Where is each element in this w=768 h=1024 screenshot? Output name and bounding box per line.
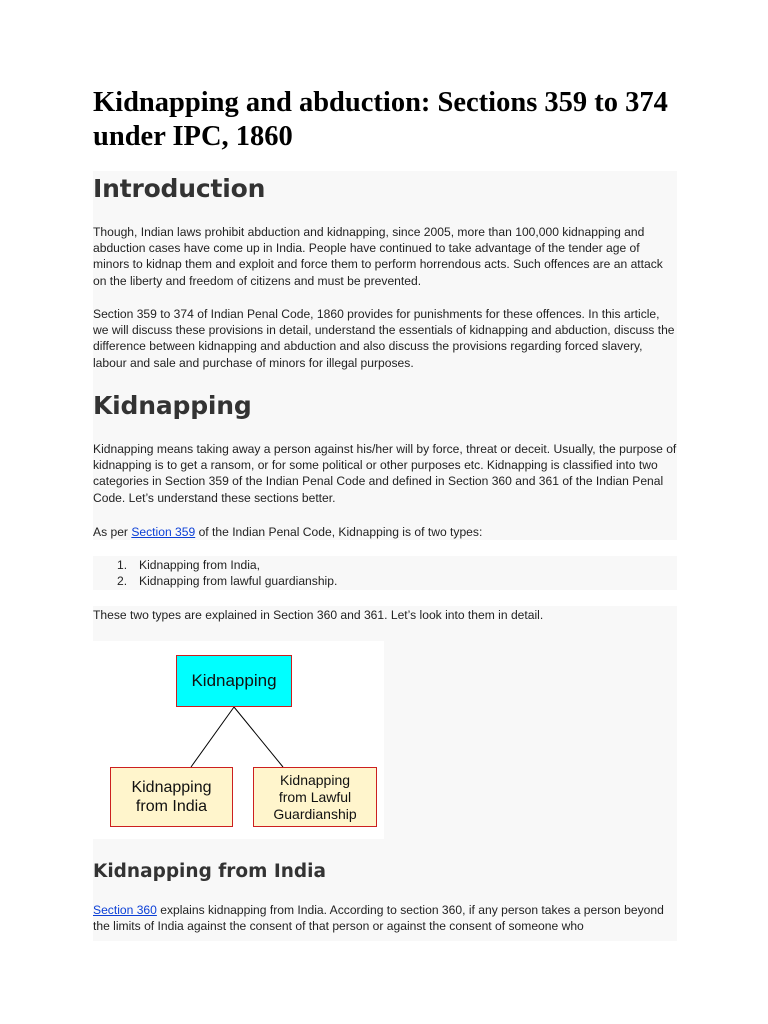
kidnapping-heading: Kidnapping xyxy=(93,391,252,420)
connector-right-line xyxy=(234,707,283,767)
diagram-node-label-line: Kidnapping xyxy=(131,779,212,796)
types-intro-prefix: As per xyxy=(93,525,132,539)
diagram-node-label-line: Kidnapping xyxy=(279,771,351,788)
introduction-paragraph-2: Section 359 to 374 of Indian Penal Code, 1860 provides for punishments for these offences. In this article, we will discuss these provisions in detail, understand the essentials of kidnapping and abduction, discuss the difference between kidnapping and abduction and also discuss the provisions regarding forced slavery, labour and sale and purchase of minors for illegal purposes. xyxy=(93,307,675,370)
kidnapping-types-list xyxy=(93,557,677,590)
document-title: Kidnapping and abduction: Sections 359 to 374 under IPC, 1860 xyxy=(93,87,668,152)
list-item xyxy=(93,557,677,573)
diagram-node-kidnapping-from-lawful-guardianship xyxy=(253,767,377,827)
kidnapping-from-india-text: explains kidnapping from India. According to section 360, if any person takes a person beyond the limits of India against the consent of that person or against the consent of someone who xyxy=(93,903,664,934)
list-number: 1. xyxy=(117,558,128,572)
kidnapping-types-note: These two types are explained in Section 360 and 361. Let’s look into them in detail. xyxy=(93,608,544,622)
introduction-heading: Introduction xyxy=(93,174,266,203)
diagram-node-kidnapping xyxy=(176,655,292,707)
list-number: 2. xyxy=(117,574,128,589)
diagram-node-label-line: from Lawful xyxy=(278,788,352,805)
kidnapping-paragraph: Kidnapping means taking away a person against his/her will by force, threat or deceit. Usually, the purpose of kidnapping is to get a ransom, or for some political or other purposes etc. Kidnapping is classified into two categories in Section 359 of the Indian Penal Code and defined in Section 360 and 361 of the Indian Penal Code. Let’s understand these sections better. xyxy=(93,442,677,505)
section-360-link[interactable]: Section 360 xyxy=(93,903,157,917)
diagram-node-label-line: Guardianship xyxy=(273,805,357,822)
kidnapping-from-india-heading: Kidnapping from India xyxy=(93,861,326,882)
diagram-node-kidnapping-from-india xyxy=(110,767,233,827)
connector-left-line xyxy=(191,707,234,767)
introduction-paragraph-1: Though, Indian laws prohibit abduction and kidnapping, since 2005, more than 100,000 kidnapping and abduction cases have come up in India. People have continued to take advantage of the tender age of minors to kidnap them and exploit and force them to perform horrendous acts. Such offences are an attack on the liberty and freedom of citizens and must be prevented. xyxy=(93,225,663,288)
diagram-node-label: Kidnapping xyxy=(191,671,277,690)
kidnapping-from-india-paragraph xyxy=(93,902,677,934)
list-item-text: Kidnapping from India, xyxy=(139,558,261,572)
diagram-node-label xyxy=(273,772,356,823)
kidnapping-types-diagram xyxy=(93,641,384,839)
diagram-node-label-line: from India xyxy=(135,798,208,815)
list-item-text: Kidnapping from lawful guardianship. xyxy=(139,574,338,589)
list-item xyxy=(93,573,677,589)
types-intro-suffix: of the Indian Penal Code, Kidnapping is of two types: xyxy=(195,525,483,539)
section-359-link[interactable]: Section 359 xyxy=(131,525,196,539)
diagram-node-label xyxy=(131,778,211,816)
kidnapping-types-intro xyxy=(93,524,677,540)
